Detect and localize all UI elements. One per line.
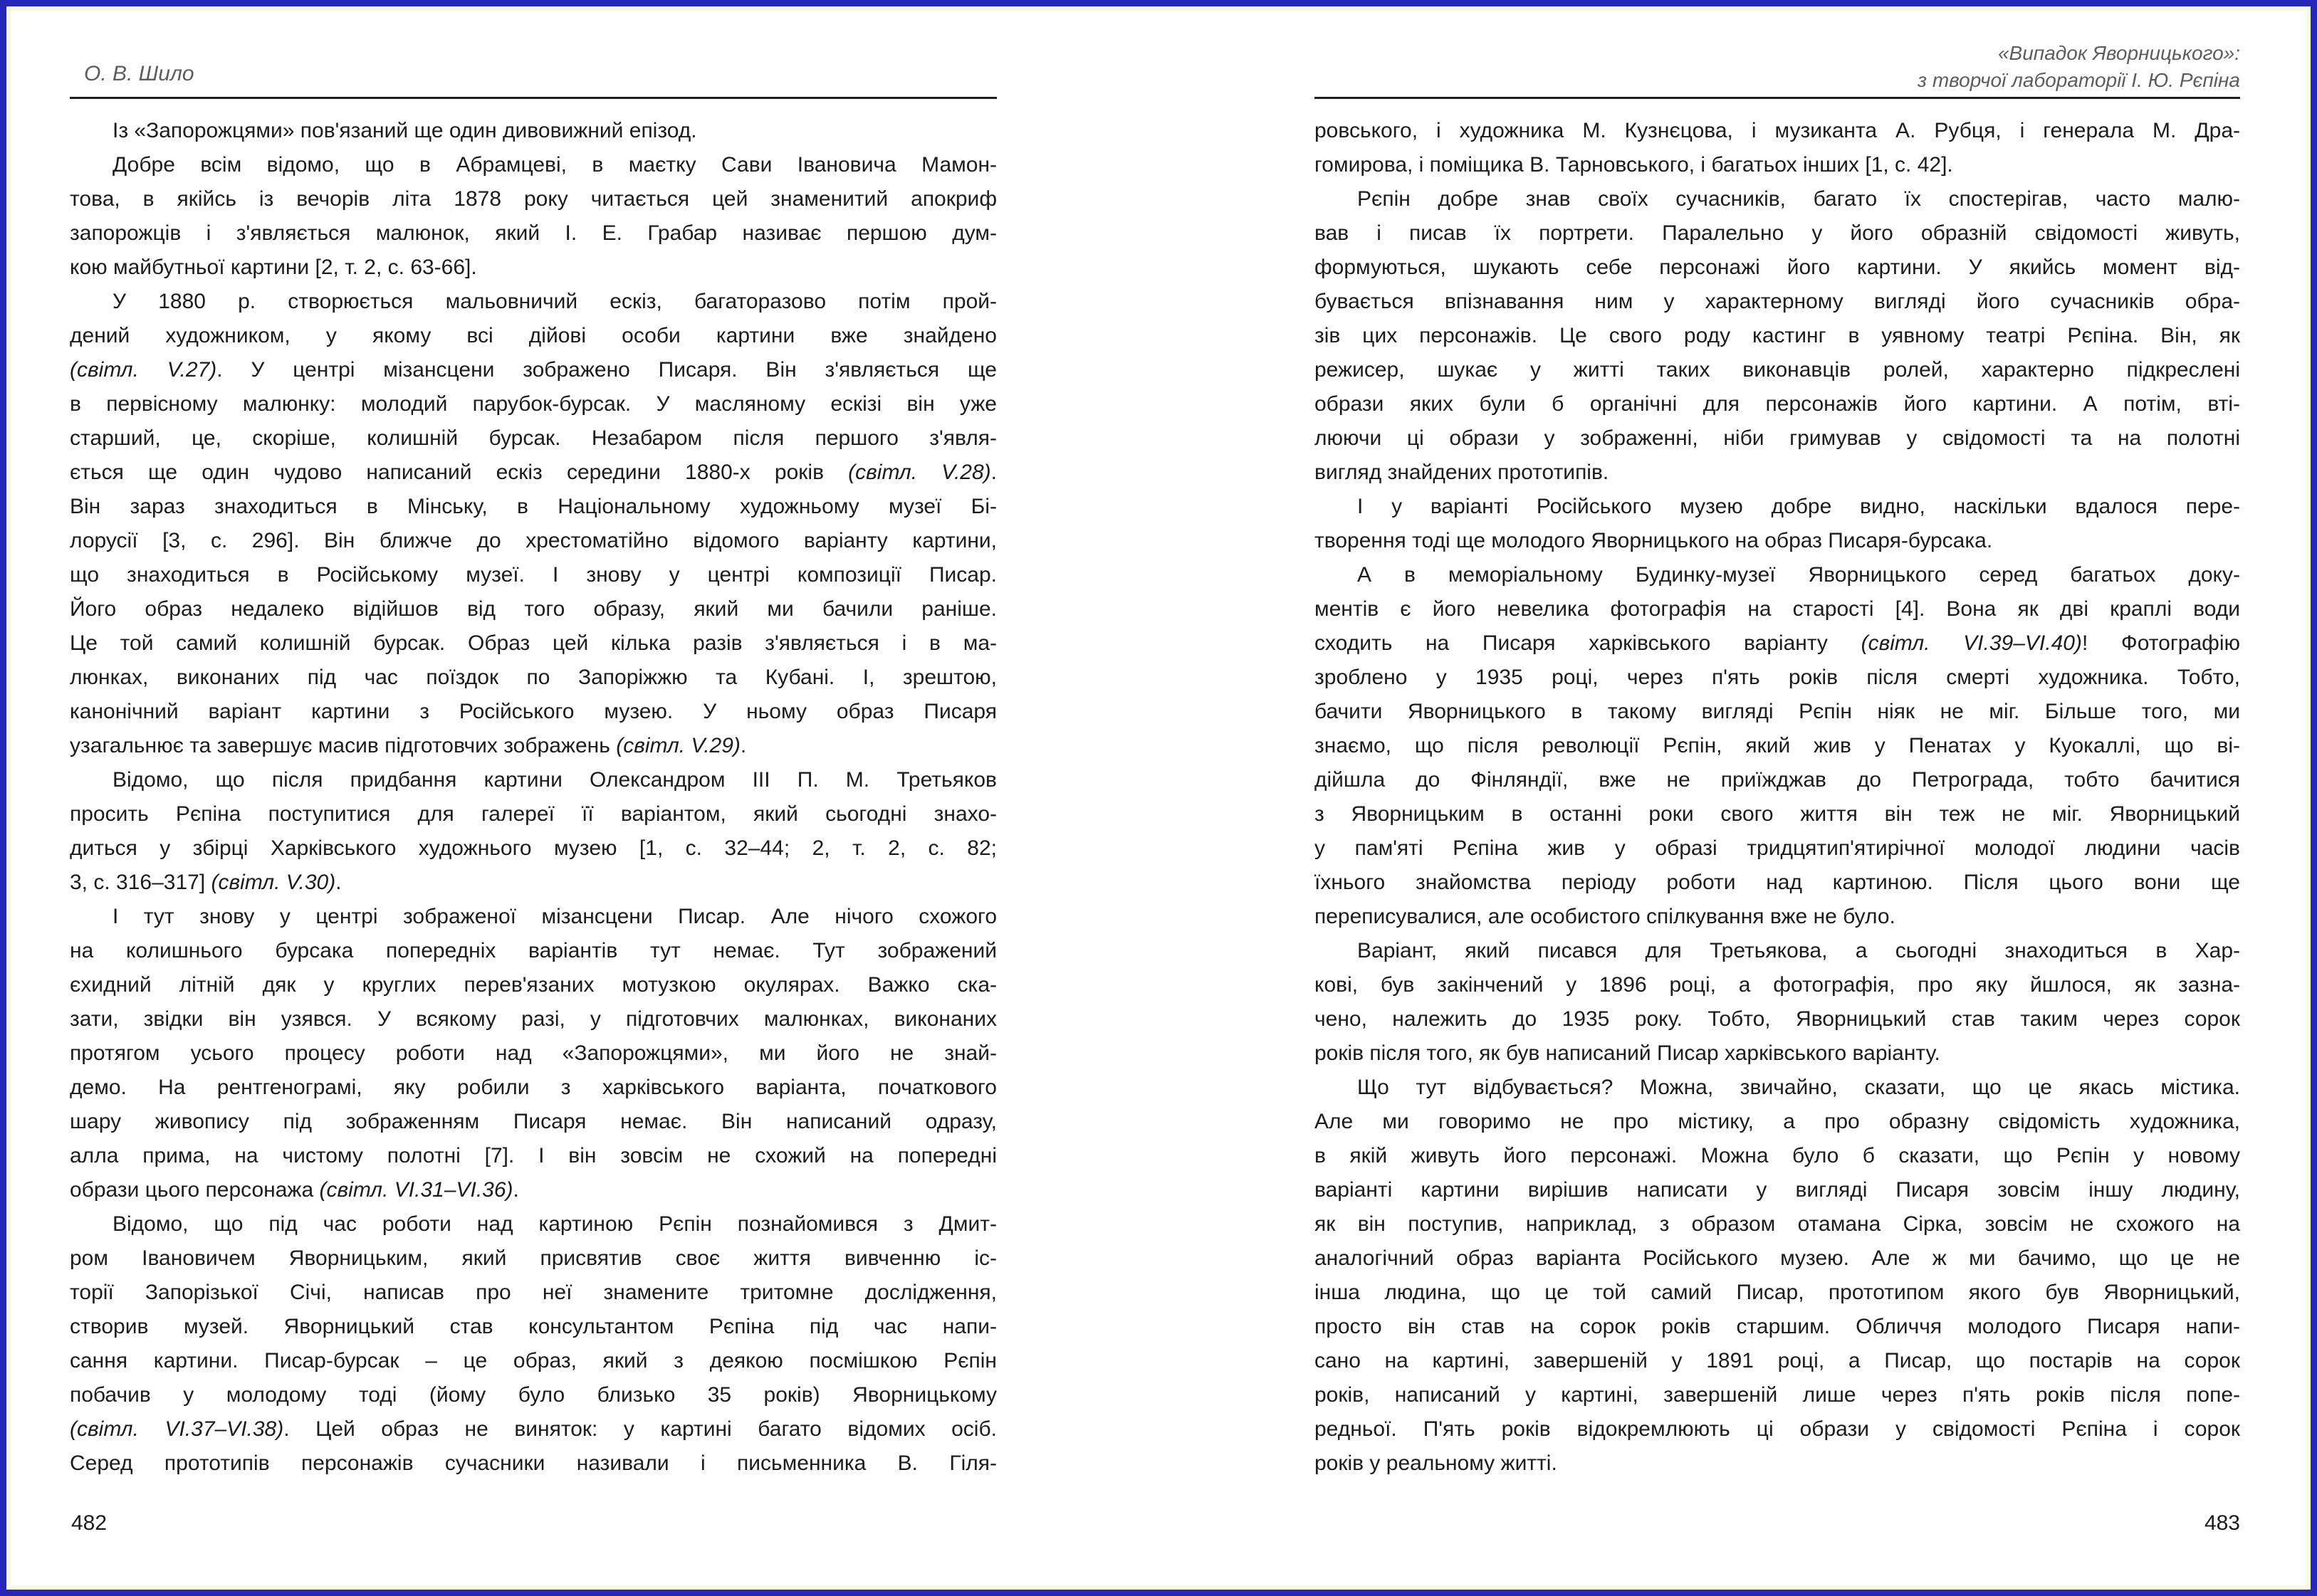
- text-line: [1314, 695, 2240, 729]
- text-run: дійшла до Фінляндії, вже не приїжджав до Петрограда, тобто бачитися: [1314, 768, 2240, 792]
- text-line: [1314, 797, 2240, 831]
- text-line: [1314, 763, 2240, 797]
- text-run: .: [990, 461, 997, 484]
- text-line: [70, 1139, 997, 1173]
- text-run: ром Івановичем Яворницьким, який присвятив своє життя вивченню іс-: [70, 1246, 997, 1270]
- text-run: аналогічний образ варіанта Російського музею. Але ж ми бачимо, що це не: [1314, 1246, 2240, 1270]
- text-line: [70, 216, 997, 251]
- text-run: демо. На рентгенограмі, яку робили з харківського варіанта, початкового: [70, 1076, 997, 1099]
- text-run: ! Фотографію: [2081, 631, 2241, 655]
- text-line: [70, 1276, 997, 1310]
- text-run: зів цих персонажів. Це свого роду кастинг в уявному театрі Рєпіна. Він, як: [1314, 324, 2240, 347]
- text-run: гомирова, і поміщика В. Тарновського, і багатьох інших [1, с. 42].: [1314, 153, 1953, 177]
- text-run: Це той самий колишній бурсак. Образ цей кілька разів з'являється і в ма-: [70, 631, 997, 655]
- text-line: [1314, 558, 2240, 592]
- text-run: Із «Запорожцями» пов'язаний ще один дивовижний епізод.: [113, 119, 697, 142]
- text-line: [1314, 456, 2240, 490]
- text-run: бувається впізнавання ним у характерному вигляді його сучасників обра-: [1314, 290, 2240, 313]
- text-run: диться у збірці Харківського художнього музею [1, с. 32–44; 2, т. 2, с. 82;: [70, 836, 997, 860]
- text-line: [1314, 934, 2240, 968]
- text-run: .: [513, 1178, 519, 1202]
- text-line: [1314, 1447, 2240, 1481]
- text-line: [70, 1002, 997, 1036]
- text-run: творення тоді ще молодого Яворницького на образ Писаря-бурсака.: [1314, 529, 1993, 552]
- text-line: [1314, 866, 2240, 900]
- text-line: [1314, 114, 2240, 148]
- header-rule: [1314, 97, 2240, 99]
- text-run: переписувалися, але особистого спілкування вже не було.: [1314, 905, 1895, 928]
- text-run: зати, звідки він узявся. У всякому разі, у підготовчих малюнках, виконаних: [70, 1007, 997, 1031]
- text-line: [1314, 592, 2240, 626]
- text-line: [70, 421, 997, 456]
- running-header-title-line2: з творчої лабораторії І. Ю. Рєпіна: [1918, 69, 2240, 91]
- text-line: [70, 1207, 997, 1241]
- italic-run: (світл. V.30): [211, 871, 336, 894]
- text-line: [1314, 182, 2240, 216]
- right-page-text: [1314, 114, 2240, 1481]
- text-line: [70, 866, 997, 900]
- text-run: що знаходиться в Російському музеї. І знову у центрі композиції Писар.: [70, 563, 997, 587]
- text-line: [1314, 1071, 2240, 1105]
- text-run: ментів є його невелика фотографія на старості [4]. Вона як дві краплі води: [1314, 597, 2240, 621]
- text-run: чено, належить до 1935 року. Тобто, Яворницький став таким через сорок: [1314, 1007, 2240, 1031]
- text-line: [1314, 1378, 2240, 1412]
- text-run: Відомо, що після придбання картини Олександром III П. М. Третьяков: [113, 768, 997, 792]
- text-line: [1314, 1036, 2240, 1071]
- text-run: Але ми говоримо не про містику, а про образну свідомість художника,: [1314, 1110, 2240, 1133]
- text-line: [1314, 968, 2240, 1002]
- text-run: знаємо, що після революції Рєпін, який жив у Пенатах у Куокаллі, що ві-: [1314, 734, 2240, 757]
- text-line: [70, 1310, 997, 1344]
- text-line: [70, 831, 997, 866]
- left-page-text: [70, 114, 997, 1481]
- text-run: просить Рєпіна поступитися для галереї її варіантом, який сьогодні знахо-: [70, 802, 997, 826]
- text-run: ровського, і художника М. Кузнєцова, і музиканта А. Рубця, і генерала М. Дра-: [1314, 119, 2240, 142]
- text-run: лорусії [3, с. 296]. Він ближче до хрестоматійно відомого варіанту картини,: [70, 529, 997, 552]
- text-run: Він зараз знаходиться в Мінську, в Національному художньому музеї Бі-: [70, 495, 997, 518]
- text-run: кою майбутньої картини [2, т. 2, с. 63-66].: [70, 256, 477, 279]
- text-line: [70, 524, 997, 558]
- text-run: сходить на Писаря харківського варіанту: [1314, 631, 1861, 655]
- running-header-author: О. В. Шило: [84, 62, 194, 85]
- text-line: [1314, 251, 2240, 285]
- text-line: [70, 251, 997, 285]
- text-line: [70, 285, 997, 319]
- text-run: запорожців і з'являється малюнок, який І. Е. Грабар називає першою дум-: [70, 221, 997, 245]
- italic-run: (світл. V.28): [848, 461, 991, 484]
- text-run: образи цього персонажа: [70, 1178, 320, 1202]
- text-run: протягом усього процесу роботи над «Запорожцями», ми його не знай-: [70, 1041, 997, 1065]
- text-run: А в меморіальному Будинку-музеї Яворницького серед багатьох доку-: [1357, 563, 2240, 587]
- text-run: кові, був закінчений у 1896 році, а фотографія, про яку йшлося, як зазна-: [1314, 973, 2240, 997]
- text-line: [1314, 1344, 2240, 1378]
- text-run: в первісному малюнку: молодий парубок-бурсак. У масляному ескізі він уже: [70, 392, 997, 416]
- text-line: [1314, 1139, 2240, 1173]
- text-line: [70, 797, 997, 831]
- text-line: [1314, 661, 2240, 695]
- page-number: 483: [2204, 1511, 2240, 1535]
- text-line: [1314, 490, 2240, 524]
- text-line: [70, 387, 997, 421]
- text-line: [1314, 148, 2240, 182]
- text-line: [70, 148, 997, 182]
- text-line: [1314, 216, 2240, 251]
- text-run: вав і писав їх портрети. Паралельно у його образній свідомості живуть,: [1314, 221, 2240, 245]
- text-run: люнках, виконаних під час поїздок по Запоріжжю та Кубані. І, зрештою,: [70, 666, 997, 689]
- italic-run: (світл. V.29): [616, 734, 741, 757]
- text-line: [1314, 626, 2240, 661]
- text-run: років у реальному житті.: [1314, 1451, 1557, 1475]
- text-run: на колишнього бурсака попередніх варіантів тут немає. Тут зображений: [70, 939, 997, 962]
- text-run: з Яворницьким в останні роки свого життя він теж не міг. Яворницький: [1314, 802, 2240, 826]
- text-run: У 1880 р. створюється мальовничий ескіз, багаторазово потім прой-: [113, 290, 997, 313]
- text-run: узагальнює та завершує масив підготовчих зображень: [70, 734, 617, 757]
- text-line: [70, 968, 997, 1002]
- text-line: [70, 114, 997, 148]
- text-line: [70, 1105, 997, 1139]
- italic-run: (світл. V.27): [70, 358, 217, 382]
- text-line: [70, 182, 997, 216]
- text-run: Відомо, що під час роботи над картиною Рєпін познайомився з Дмит-: [113, 1212, 997, 1236]
- text-run: формуються, шукають себе персонажі його картини. У якийсь момент від-: [1314, 256, 2240, 279]
- text-run: як він поступив, наприклад, з образом отамана Сірка, зовсім не схожого на: [1314, 1212, 2240, 1236]
- text-run: інша людина, що це той самий Писар, прототипом якого був Яворницький,: [1314, 1281, 2240, 1304]
- right-page: [1314, 0, 2240, 1596]
- text-run: років, написаний у картині, завершеній лише через п'ять років після попе-: [1314, 1383, 2240, 1407]
- text-run: Добре всім відомо, що в Абрамцеві, в маєтку Сави Івановича Мамон-: [113, 153, 997, 177]
- text-run: створив музей. Яворницький став консультантом Рєпіна під час напи-: [70, 1315, 997, 1338]
- text-run: просто він став на сорок років старшим. Обличчя молодого Писаря напи-: [1314, 1315, 2240, 1338]
- italic-run: (світл. VI.31–VI.36): [319, 1178, 513, 1202]
- text-line: [1314, 421, 2240, 456]
- text-line: [1314, 387, 2240, 421]
- text-line: [70, 456, 997, 490]
- text-run: . У центрі мізансцени зображено Писаря. Він з'являється ще: [216, 358, 997, 382]
- text-line: [70, 1241, 997, 1276]
- text-line: [70, 661, 997, 695]
- text-line: [1314, 319, 2240, 353]
- text-line: [70, 592, 997, 626]
- text-line: [70, 558, 997, 592]
- text-line: [70, 353, 997, 387]
- text-run: Рєпін добре знав своїх сучасників, багато їх спостерігав, часто малю-: [1357, 187, 2240, 211]
- italic-run: (світл. VI.39–VI.40): [1861, 631, 2082, 655]
- text-run: Серед прототипів персонажів сучасники називали і письменника В. Гіля-: [70, 1451, 997, 1475]
- text-run: І тут знову у центрі зображеної мізансцени Писар. Але нічого схожого: [113, 905, 997, 928]
- text-line: [70, 1378, 997, 1412]
- text-run: І у варіанті Російського музею добре видно, наскільки вдалося пере-: [1357, 495, 2240, 518]
- text-run: Його образ недалеко відійшов від того образу, який ми бачили раніше.: [70, 597, 997, 621]
- text-line: [70, 729, 997, 763]
- header-rule: [70, 97, 997, 99]
- text-line: [70, 900, 997, 934]
- text-run: това, в якійсь із вечорів літа 1878 року читається цей знаменитий апокриф: [70, 187, 997, 211]
- text-line: [1314, 524, 2240, 558]
- text-line: [70, 1036, 997, 1071]
- text-run: редньої. П'ять років відокремлюють ці образи у свідомості Рєпіна і сорок: [1314, 1417, 2240, 1441]
- text-line: [70, 490, 997, 524]
- text-line: [1314, 1002, 2240, 1036]
- text-run: бачити Яворницького в такому вигляді Рєпін ніяк не міг. Більше того, ми: [1314, 700, 2240, 723]
- text-run: побачив у молодому тоді (йому було близько 35 років) Яворницькому: [70, 1383, 997, 1407]
- text-run: років після того, як був написаний Писар харківського варіанту.: [1314, 1041, 1940, 1065]
- text-line: [1314, 285, 2240, 319]
- text-run: . Цей образ не виняток: у картині багато відомих осіб.: [283, 1417, 997, 1441]
- text-line: [1314, 1173, 2240, 1207]
- text-line: [1314, 1207, 2240, 1241]
- text-run: ється ще один чудово написаний ескіз середини 1880-х років: [70, 461, 849, 484]
- text-run: дений художником, у якому всі дійові особи картини вже знайдено: [70, 324, 997, 347]
- text-line: [70, 763, 997, 797]
- text-line: [70, 1071, 997, 1105]
- text-run: у пам'яті Рєпіна жив у образі тридцятип'ятирічної молодої людини часів: [1314, 836, 2240, 860]
- text-run: Варіант, який писався для Третьякова, а сьогодні знаходиться в Хар-: [1357, 939, 2240, 962]
- text-line: [1314, 729, 2240, 763]
- text-run: в якій живуть його персонажі. Можна було б сказати, що Рєпін у новому: [1314, 1144, 2240, 1167]
- text-line: [70, 934, 997, 968]
- text-line: [70, 695, 997, 729]
- text-run: алла прима, на чистому полотні [7]. І він зовсім не схожий на попередні: [70, 1144, 997, 1167]
- text-line: [70, 1344, 997, 1378]
- text-run: люючи ці образи у зображенні, ніби гримував у свідомості та на полотні: [1314, 426, 2240, 450]
- text-line: [1314, 1310, 2240, 1344]
- text-line: [1314, 1241, 2240, 1276]
- text-run: .: [335, 871, 342, 894]
- running-header-title-line1: «Випадок Яворницького»:: [1997, 42, 2240, 64]
- text-run: єхидний літній дяк у круглих перев'язаних мотузкою окулярах. Важко ска-: [70, 973, 997, 997]
- text-run: сано на картині, завершеній у 1891 році, а Писар, що постарів на сорок: [1314, 1349, 2240, 1372]
- text-line: [1314, 353, 2240, 387]
- text-run: 3, с. 316–317]: [70, 871, 211, 894]
- text-run: Що тут відбувається? Можна, звичайно, сказати, що це якась містика.: [1357, 1076, 2240, 1099]
- text-line: [1314, 900, 2240, 934]
- text-run: вигляд знайдених прототипів.: [1314, 461, 1609, 484]
- text-line: [1314, 1105, 2240, 1139]
- text-line: [70, 319, 997, 353]
- left-page: [70, 0, 997, 1596]
- running-header-title: [1918, 40, 2240, 94]
- text-line: [70, 1173, 997, 1207]
- text-run: варіанті картини вирішив написати у вигляді Писаря зовсім іншу людину,: [1314, 1178, 2240, 1202]
- text-line: [1314, 1412, 2240, 1447]
- text-line: [70, 626, 997, 661]
- text-run: канонічний варіант картини з Російського музею. У ньому образ Писаря: [70, 700, 997, 723]
- text-run: .: [740, 734, 747, 757]
- text-run: їхнього знайомства періоду роботи над картиною. Після цього вони ще: [1314, 871, 2240, 894]
- text-run: образи яких були б органічні для персонажів його картини. А потім, вті-: [1314, 392, 2240, 416]
- text-run: сання картини. Писар-бурсак – це образ, який з деякою посмішкою Рєпін: [70, 1349, 997, 1372]
- text-line: [1314, 1276, 2240, 1310]
- text-run: режисер, шукає у житті таких виконавців ролей, характерно підкреслені: [1314, 358, 2240, 382]
- text-line: [1314, 831, 2240, 866]
- text-run: шару живопису під зображенням Писаря немає. Він написаний одразу,: [70, 1110, 997, 1133]
- page-number: 482: [71, 1511, 108, 1535]
- italic-run: (світл. VI.37–VI.38): [70, 1417, 284, 1441]
- text-run: зроблено у 1935 році, через п'ять років після смерті художника. Тобто,: [1314, 666, 2240, 689]
- text-line: [70, 1447, 997, 1481]
- text-run: торії Запорізької Січі, написав про неї знамените тритомне дослідження,: [70, 1281, 997, 1304]
- text-run: старший, це, скоріше, колишній бурсак. Незабаром після першого з'явля-: [70, 426, 997, 450]
- text-line: [70, 1412, 997, 1447]
